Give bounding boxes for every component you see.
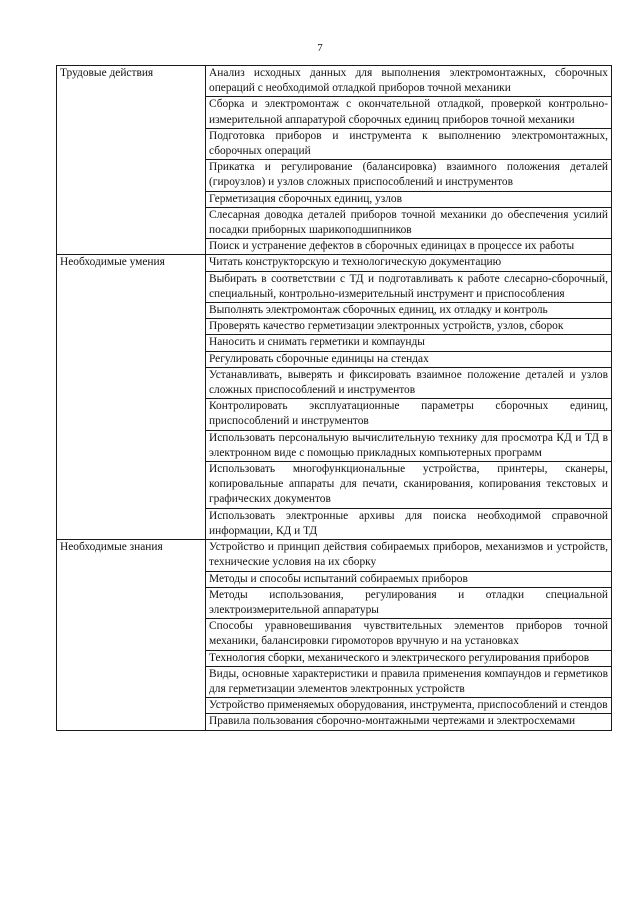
competency-table [56,65,612,731]
competency-table-body [57,66,612,731]
requirement-text: Сборка и электромонтаж с окончательной отладкой, проверкой контрольно-измерительной аппаратурой сборочных единиц приборов точной механики [206,97,612,128]
requirement-text: Проверять качество герметизации электронных устройств, узлов, сборок [206,319,612,335]
requirement-text: Способы уравновешивания чувствительных элементов приборов точной механики, балансировки гиромоторов вручную и на установках [206,619,612,650]
section-label: Необходимые умения [57,255,206,540]
requirement-text: Технология сборки, механического и электрического регулирования приборов [206,650,612,666]
requirement-text: Анализ исходных данных для выполнения электромонтажных, сборочных операций с необходимой отладкой приборов точной механики [206,66,612,97]
requirement-text: Герметизация сборочных единиц, узлов [206,191,612,207]
requirement-text: Регулировать сборочные единицы на стендах [206,351,612,367]
requirement-text: Методы и способы испытаний собираемых приборов [206,571,612,587]
table-row [57,540,612,571]
page-number: 7 [317,42,323,54]
requirement-text: Методы использования, регулирования и отладки специальной электроизмерительной аппаратуры [206,587,612,618]
requirement-text: Правила пользования сборочно-монтажными чертежами и электросхемами [206,714,612,730]
section-label: Необходимые знания [57,540,206,730]
requirement-text: Поиск и устранение дефектов в сборочных единицах в процессе их работы [206,239,612,255]
requirement-text: Устанавливать, выверять и фиксировать взаимное положение деталей и узлов сложных приспособлений и инструментов [206,367,612,398]
requirement-text: Выбирать в соответствии с ТД и подготавливать к работе слесарно-сборочный, специальный, контрольно-измерительный инструмент и приспособления [206,271,612,302]
requirement-text: Подготовка приборов и инструмента к выполнению электромонтажных, сборочных операций [206,128,612,159]
table-row [57,255,612,271]
requirement-text: Устройство применяемых оборудования, инструмента, приспособлений и стендов [206,698,612,714]
requirement-text: Прикатка и регулирование (балансировка) взаимного положения деталей (гироузлов) и узлов сложных приспособлений и инструментов [206,160,612,191]
requirement-text: Виды, основные характеристики и правила применения компаундов и герметиков для герметизации элементов электронных устройств [206,666,612,697]
requirement-text: Выполнять электромонтаж сборочных единиц, их отладку и контроль [206,303,612,319]
requirement-text: Использовать электронные архивы для поиска необходимой справочной информации, КД и ТД [206,508,612,539]
requirement-text: Слесарная доводка деталей приборов точной механики до обеспечения усилий посадки приборных шарикоподшипников [206,207,612,238]
requirement-text: Контролировать эксплуатационные параметры сборочных единиц, приспособлений и инструментов [206,399,612,430]
requirement-text: Наносить и снимать герметики и компаунды [206,335,612,351]
requirement-text: Устройство и принцип действия собираемых приборов, механизмов и устройств, технические условия на их сборку [206,540,612,571]
table-row [57,66,612,97]
requirement-text: Использовать многофункциональные устройства, принтеры, сканеры, копировальные аппараты для печати, сканирования, копирования текстовых и графических документов [206,462,612,509]
requirement-text: Читать конструкторскую и технологическую документацию [206,255,612,271]
requirement-text: Использовать персональную вычислительную технику для просмотра КД и ТД в электронном виде с помощью прикладных компьютерных программ [206,430,612,461]
section-label: Трудовые действия [57,66,206,255]
